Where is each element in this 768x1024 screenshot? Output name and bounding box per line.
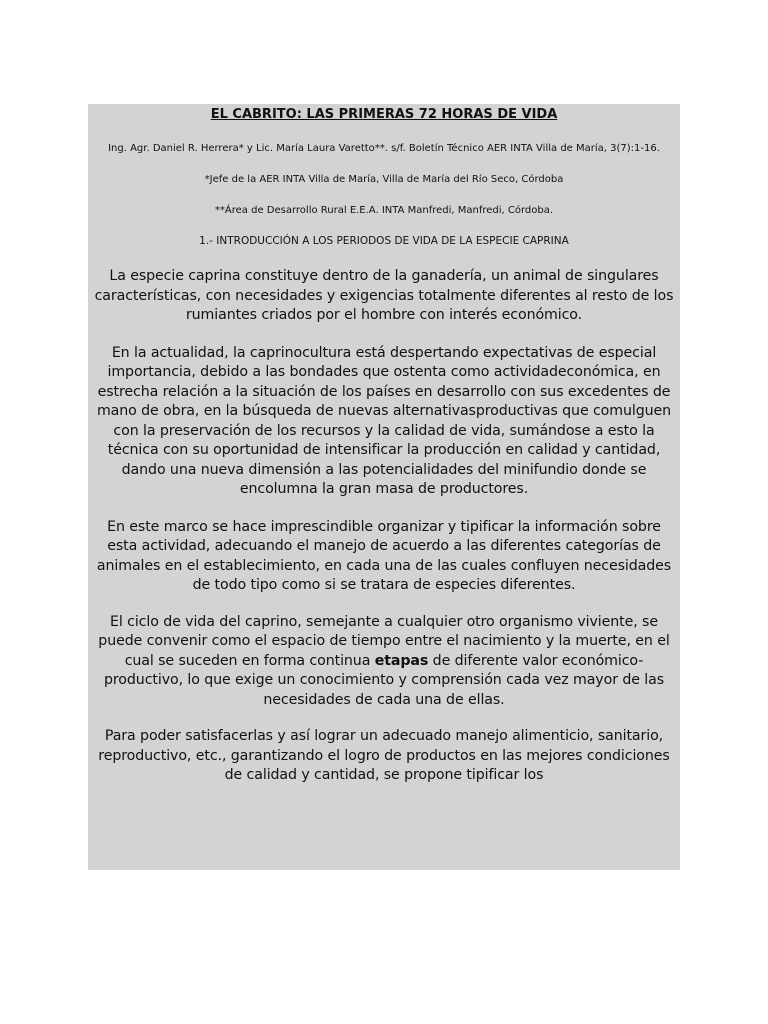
- document-title: EL CABRITO: LAS PRIMERAS 72 HORAS DE VIDA: [210, 107, 558, 122]
- paragraph-2: En la actualidad, la caprinocultura está despertando expectativas de especial importancia, debido a las bondades que ostenta como actividadeconómica, en estrecha relación a la situación de los países en desarrollo con sus excedentes de mano de obra, en la búsqueda de nuevas alternativasproductivas que comulguen con la preservación de los recursos y la calidad de vida, sumándose a esto la técnica con su oportunidad de intensificar la producción en calidad y cantidad, dando una nueva dimensión a las potencialidades del minifundio donde se encolumna la gran masa de productores.: [96, 344, 672, 497]
- paragraph-4-text-after: de diferente valor económico-productivo, lo que exige un conocimiento y comprensión cada vez mayor de las necesidades de cada una de ellas.: [103, 652, 665, 708]
- document-page: [88, 104, 680, 870]
- paragraph-3: En este marco se hace imprescindible organizar y tipificar la información sobre esta actividad, adecuando el manejo de acuerdo a las diferentes categorías de animales en el establecimiento, en cada una de las cuales confluyen necesidades de todo tipo como si se tratara de especies diferentes.: [96, 518, 672, 593]
- paragraph-4: [90, 613, 678, 711]
- affiliation-1: *Jefe de la AER INTA Villa de María, Villa de María del Río Seco, Córdoba: [204, 174, 564, 185]
- paragraph-4-text-before: El ciclo de vida del caprino, semejante a cualquier otro organismo viviente, se puede convenir como el espacio de tiempo entre el nacimiento y la muerte, en el cual se suceden en forma continua: [98, 613, 670, 669]
- section-heading: 1.- INTRODUCCIÓN A LOS PERIODOS DE VIDA DE LA ESPECIE CAPRINA: [199, 235, 569, 247]
- paragraph-1: La especie caprina constituye dentro de la ganadería, un animal de singulares características, con necesidades y exigencias totalmente diferentes al resto de los rumiantes criados por el hombre con interés económico.: [94, 268, 674, 323]
- affiliation-2: **Área de Desarrollo Rural E.E.A. INTA Manfredi, Manfredi, Córdoba.: [214, 205, 554, 216]
- citation: Ing. Agr. Daniel R. Herrera* y Lic. María Laura Varetto**. s/f. Boletín Técnico AER INTA Villa de María, 3(7):1-16.: [108, 143, 660, 154]
- paragraph-4-bold-term: etapas: [374, 652, 429, 669]
- paragraph-5: Para poder satisfacerlas y así lograr un adecuado manejo alimenticio, sanitario, reproductivo, etc., garantizando el logro de productos en las mejores condiciones de calidad y cantidad, se propone tipificar los: [98, 728, 670, 783]
